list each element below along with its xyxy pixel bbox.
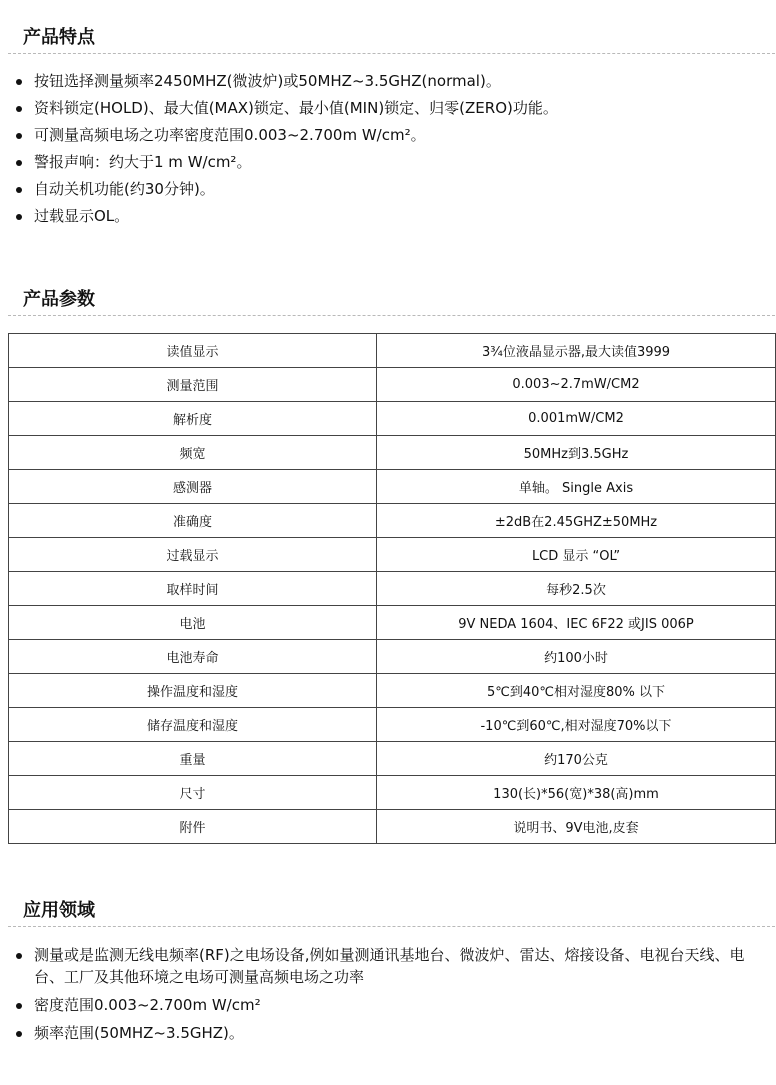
param-value: 9V NEDA 1604、IEC 6F22 或JIS 006P: [377, 606, 776, 640]
table-row: [9, 708, 776, 742]
param-key: 过载显示: [9, 538, 377, 572]
feature-item: 自动关机功能(约30分钟)。: [16, 176, 768, 203]
param-key: 感测器: [9, 470, 377, 504]
table-row: [9, 776, 776, 810]
param-key: 频宽: [9, 436, 377, 470]
table-row: [9, 742, 776, 776]
table-row: [9, 368, 776, 402]
param-key: 准确度: [9, 504, 377, 538]
feature-item: 资料锁定(HOLD)、最大值(MAX)锁定、最小值(MIN)锁定、归零(ZERO)功能。: [16, 95, 768, 122]
param-key: 尺寸: [9, 776, 377, 810]
table-row: [9, 504, 776, 538]
param-value: 5℃到40℃相对湿度80% 以下: [377, 674, 776, 708]
table-row: [9, 572, 776, 606]
param-value: LCD 显示 “OL”: [377, 538, 776, 572]
param-value: 3¾位液晶显示器,最大读值3999: [377, 334, 776, 368]
param-key: 电池寿命: [9, 640, 377, 674]
applications-divider: [8, 926, 775, 927]
table-row: [9, 640, 776, 674]
features-divider: [8, 53, 775, 54]
application-item: 密度范围0.003~2.700m W/cm²: [16, 994, 768, 1016]
param-key: 测量范围: [9, 368, 377, 402]
feature-item: 可测量高频电场之功率密度范围0.003~2.700m W/cm²。: [16, 122, 768, 149]
table-row: [9, 538, 776, 572]
param-value: 0.003~2.7mW/CM2: [377, 368, 776, 402]
param-key: 解析度: [9, 402, 377, 436]
param-value: 130(长)*56(宽)*38(高)mm: [377, 776, 776, 810]
param-value: 约170公克: [377, 742, 776, 776]
feature-item: 警报声响：约大于1 m W/cm²。: [16, 149, 768, 176]
applications-title: 应用领域: [23, 900, 95, 921]
table-row: [9, 606, 776, 640]
table-row: [9, 436, 776, 470]
feature-item: 过载显示OL。: [16, 203, 768, 230]
param-value: -10℃到60℃,相对湿度70%以下: [377, 708, 776, 742]
param-value: 50MHz到3.5GHz: [377, 436, 776, 470]
param-key: 重量: [9, 742, 377, 776]
param-key: 附件: [9, 810, 377, 844]
param-value: 说明书、9V电池,皮套: [377, 810, 776, 844]
table-row: [9, 334, 776, 368]
feature-item: 按钮选择测量频率2450MHZ(微波炉)或50MHZ~3.5GHZ(normal)。: [16, 68, 768, 95]
params-divider: [8, 315, 775, 316]
table-row: [9, 810, 776, 844]
param-value: 每秒2.5次: [377, 572, 776, 606]
param-key: 储存温度和湿度: [9, 708, 377, 742]
param-value: 约100小时: [377, 640, 776, 674]
params-title: 产品参数: [23, 289, 95, 310]
param-key: 读值显示: [9, 334, 377, 368]
application-item: 测量或是监测无线电频率(RF)之电场设备,例如量测通讯基地台、微波炉、雷达、熔接设备、电视台天线、电台、工厂及其他环境之电场可测量高频电场之功率: [16, 944, 768, 988]
application-item: 频率范围(50MHZ~3.5GHZ)。: [16, 1022, 768, 1044]
param-key: 操作温度和湿度: [9, 674, 377, 708]
param-key: 取样时间: [9, 572, 377, 606]
table-row: [9, 674, 776, 708]
param-value: 0.001mW/CM2: [377, 402, 776, 436]
features-title: 产品特点: [23, 27, 95, 48]
param-value: ±2dB在2.45GHZ±50MHz: [377, 504, 776, 538]
features-list: [16, 68, 768, 230]
params-table: [8, 333, 776, 844]
table-row: [9, 470, 776, 504]
param-value: 单轴。 Single Axis: [377, 470, 776, 504]
table-row: [9, 402, 776, 436]
param-key: 电池: [9, 606, 377, 640]
applications-list: [16, 944, 768, 1050]
